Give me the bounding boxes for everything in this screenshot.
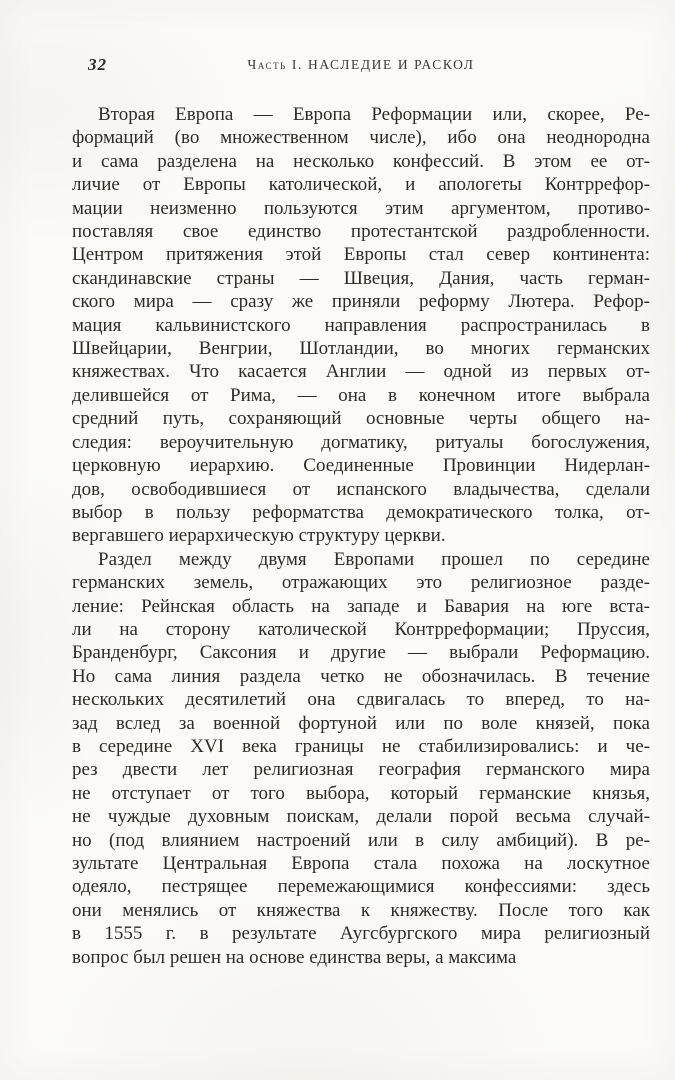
text-line: германских земель, отражающих это религиозное разде- [72,572,650,594]
text-line: дов, освободившиеся от испанского владычества, сделали [72,478,650,500]
text-line: в 1555 г. в результате Аугсбургского мира религиозный [72,923,650,945]
text-line: Швейцарии, Венгрии, Шотландии, во многих германских [72,338,650,360]
running-head-title: Часть I. НАСЛЕДИЕ И РАСКОЛ [247,57,475,72]
text-line: Вторая Европа — Европа Реформации или, скорее, Ре- [98,104,650,125]
text-line: следия: вероучительную догматику, ритуалы богослужения, [72,431,650,453]
text-line: рез двести лет религиозная география германского мира [72,759,650,781]
text-line: поставляя свое единство протестантской раздробленности. [72,221,650,243]
text-line: церковную иерархию. Соединенные Провинции Нидерлан- [72,455,650,477]
text-line: и сама разделена на несколько конфессий. В этом ее от- [72,150,650,172]
text-line: нескольких десятилетий она сдвигалась то вперед, то на- [72,689,650,711]
text-line: Но сама линия раздела четко не обозначилась. В течение [72,665,650,687]
text-line: мации неизменно пользуются этим аргументом, противо- [72,197,650,219]
text-line: Бранденбург, Саксония и другие — выбрали Реформацию. [72,642,650,664]
text-line: скандинавские страны — Швеция, Дания, часть герман- [72,267,650,289]
text-line: ление: Рейнская область на западе и Бавария на юге вста- [72,595,650,617]
text-line: вопрос был решен на основе единства веры, а максима [72,946,517,968]
text-line: Раздел между двумя Европами прошел по середине [98,548,650,570]
text-line: мация кальвинистского направления распространилась в [72,314,650,336]
text-line: не чуждые духовным поискам, делали порой весьма случай- [72,806,650,828]
text-body [72,103,650,969]
paragraph [72,103,650,548]
text-line: не отступает от того выбора, который германские князья, [72,782,650,804]
text-line: средний путь, сохраняющий основные черты общего на- [72,408,650,430]
text-line: но (под влиянием настроений или в силу амбиций). В ре- [72,829,650,851]
text-line: княжествах. Что касается Англии — одной из первых от- [72,361,650,383]
text-line: в середине XVI века границы не стабилизировались: и че- [72,735,650,757]
text-line: зультате Центральная Европа стала похожа на лоскутное [72,853,650,874]
text-line: они менялись от княжества к княжеству. После того как [72,899,650,921]
text-line: формаций (во множественном числе), ибо она неоднородна [72,127,650,149]
page-number: 32 [88,55,107,74]
text-line: Центром притяжения этой Европы стал север континента: [72,244,650,266]
text-line: ли на сторону католической Контрреформации; Пруссия, [72,618,650,640]
text-line: ского мира — сразу же приняли реформу Лютера. Рефор- [72,291,650,313]
text-line: зад вслед за военной фортуной или по воле князей, пока [72,712,650,734]
text-line: делившейся от Рима, — она в конечном итоге выбрала [72,384,650,406]
text-line: вергавшего иерархическую структуру церкви. [72,525,446,547]
text-line: одеяло, пестрящее перемежающимися конфессиями: здесь [72,876,650,898]
paragraph [72,548,650,969]
running-header [72,55,650,77]
text-line: личие от Европы католической, и апологеты Контррефор- [72,174,650,196]
text-line: выбор в пользу реформатства демократического толка, от- [72,501,650,523]
